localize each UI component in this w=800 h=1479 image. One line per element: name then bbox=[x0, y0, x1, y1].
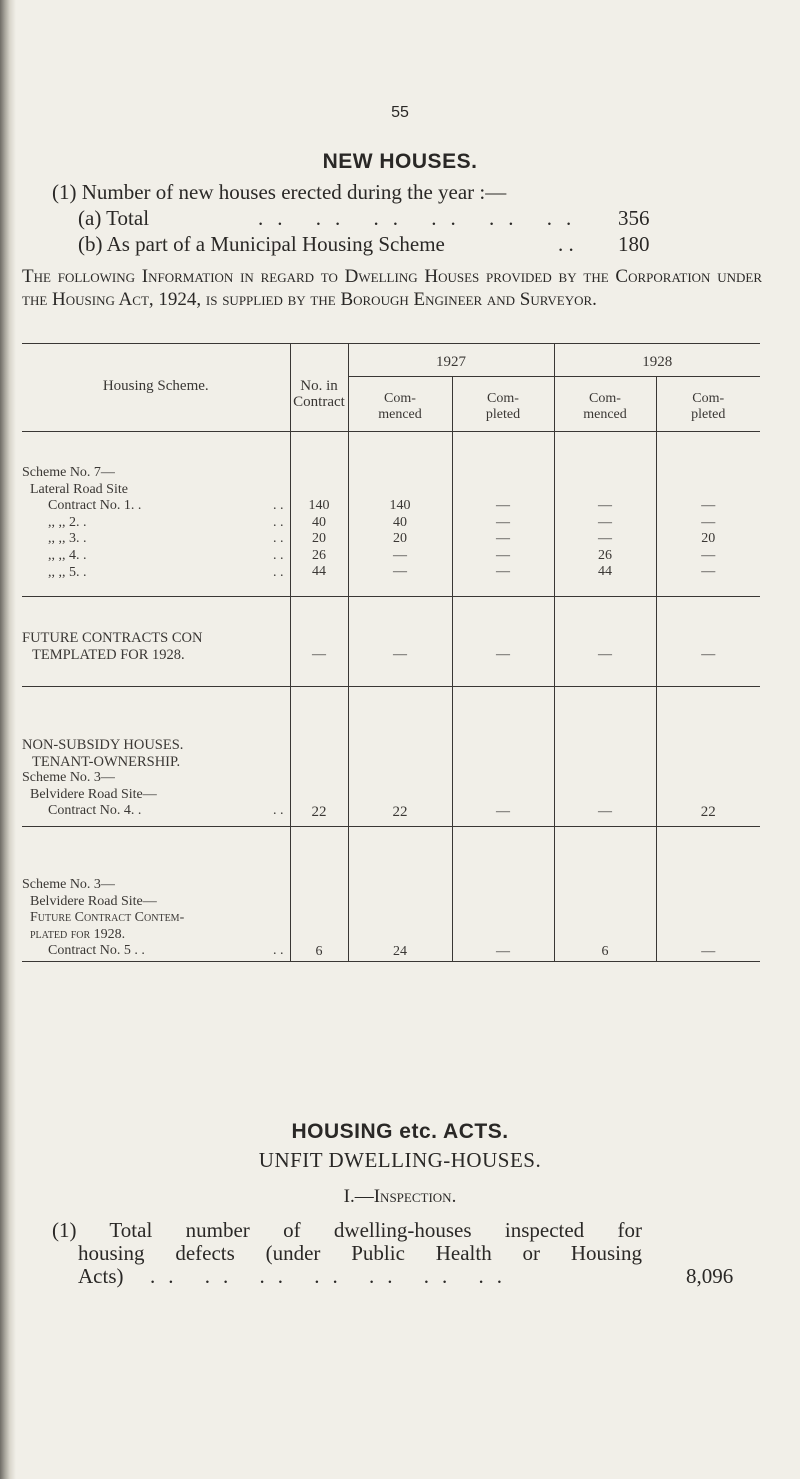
new-houses-title: NEW HOUSES. bbox=[322, 150, 478, 173]
page-binding-edge bbox=[0, 0, 16, 1479]
scheme-7-1928-completed-col: — — 20 — — bbox=[656, 432, 760, 597]
housing-acts-title: HOUSING etc. ACTS. bbox=[291, 1120, 509, 1143]
header-1927-completed: Com- pleted bbox=[452, 377, 554, 432]
table-row-scheme-3-future bbox=[22, 827, 760, 962]
header-1928-completed: Com- pleted bbox=[656, 377, 760, 432]
scheme-3-future-1928-commenced: 6 bbox=[554, 827, 656, 962]
non-subsidy-1927-commenced: 22 bbox=[348, 687, 452, 827]
future-contracts-value: — bbox=[554, 597, 656, 687]
table-row-scheme-7 bbox=[22, 432, 760, 597]
intro-paragraph: The following Information in regard to Dwelling Houses provided by the Corporation under the Housing Act, 1924, is supplied by the Borough Engineer and Surveyor. bbox=[22, 266, 762, 310]
non-subsidy-1928-commenced: — bbox=[554, 687, 656, 827]
total-value: 356 bbox=[618, 206, 650, 230]
header-1928-commenced: Com- menced bbox=[554, 377, 656, 432]
non-subsidy-stub: NON-SUBSIDY HOUSES. TENANT-OWNERSHIP. Scheme No. 3— Belvidere Road Site— Contract No. 4. . . . bbox=[22, 687, 290, 827]
scheme-7-contract-col: 140 40 20 26 44 bbox=[290, 432, 348, 597]
inspection-item-line-1: (1) Total number of dwelling-houses inspected for bbox=[52, 1218, 642, 1242]
scheme-3-future-1927-completed: — bbox=[452, 827, 554, 962]
future-contracts-stub: FUTURE CONTRACTS CON TEMPLATED FOR 1928. bbox=[22, 597, 290, 687]
non-subsidy-1927-completed: — bbox=[452, 687, 554, 827]
future-contracts-value: — bbox=[656, 597, 760, 687]
non-subsidy-contract: 22 bbox=[290, 687, 348, 827]
inspection-item-line-2: housing defects (under Public Health or Housing bbox=[78, 1241, 642, 1265]
item-1-heading: (1) Number of new houses erected during the year :— bbox=[52, 180, 507, 204]
municipal-leader-dots: . . bbox=[558, 232, 574, 256]
inspection-total-value: 8,096 bbox=[686, 1264, 734, 1288]
housing-table bbox=[22, 343, 760, 962]
future-contracts-value: — bbox=[348, 597, 452, 687]
scheme-7-1927-commenced-col: 140 40 20 — — bbox=[348, 432, 452, 597]
scheme-7-1927-completed-col: — — — — — bbox=[452, 432, 554, 597]
future-contracts-value: — bbox=[290, 597, 348, 687]
municipal-value: 180 bbox=[618, 232, 650, 256]
inspection-item-line-3: Acts) bbox=[78, 1264, 124, 1288]
inspection-leader-dots: .. .. .. .. .. .. .. bbox=[150, 1264, 515, 1288]
non-subsidy-1928-completed: 22 bbox=[656, 687, 760, 827]
total-label: (a) Total bbox=[78, 206, 150, 230]
table-row-future-contracts bbox=[22, 597, 760, 687]
header-year-1928: 1928 bbox=[554, 344, 760, 377]
municipal-label: (b) As part of a Municipal Housing Scheme bbox=[78, 232, 445, 256]
header-no-in-contract: No. in Contract bbox=[290, 344, 348, 432]
future-contracts-value: — bbox=[452, 597, 554, 687]
inspection-section-heading: I.—Inspection. bbox=[343, 1186, 457, 1207]
scheme-3-future-stub: Scheme No. 3— Belvidere Road Site— Future Contract Contem- plated for 1928. Contract No. 5 . . . . bbox=[22, 827, 290, 962]
scheme-3-future-1927-commenced: 24 bbox=[348, 827, 452, 962]
header-housing-scheme: Housing Scheme. bbox=[22, 344, 290, 432]
table-row-non-subsidy bbox=[22, 687, 760, 827]
header-1927-commenced: Com- menced bbox=[348, 377, 452, 432]
total-leader-dots: .. .. .. .. .. .. bbox=[258, 206, 586, 230]
page-number: 55 bbox=[391, 104, 409, 121]
scheme-7-1928-commenced-col: — — — 26 44 bbox=[554, 432, 656, 597]
scheme-3-future-contract: 6 bbox=[290, 827, 348, 962]
unfit-dwellings-subtitle: UNFIT DWELLING-HOUSES. bbox=[258, 1148, 542, 1172]
header-year-1927: 1927 bbox=[348, 344, 554, 377]
scheme-3-future-1928-completed: — bbox=[656, 827, 760, 962]
scheme-7-stub: Scheme No. 7— Lateral Road Site Contract No. 1. . . . ,, ,, 2. . . . ,, ,, 3. . . . ,, ,, 4. . . . ,, ,, 5. . . . bbox=[22, 432, 290, 597]
